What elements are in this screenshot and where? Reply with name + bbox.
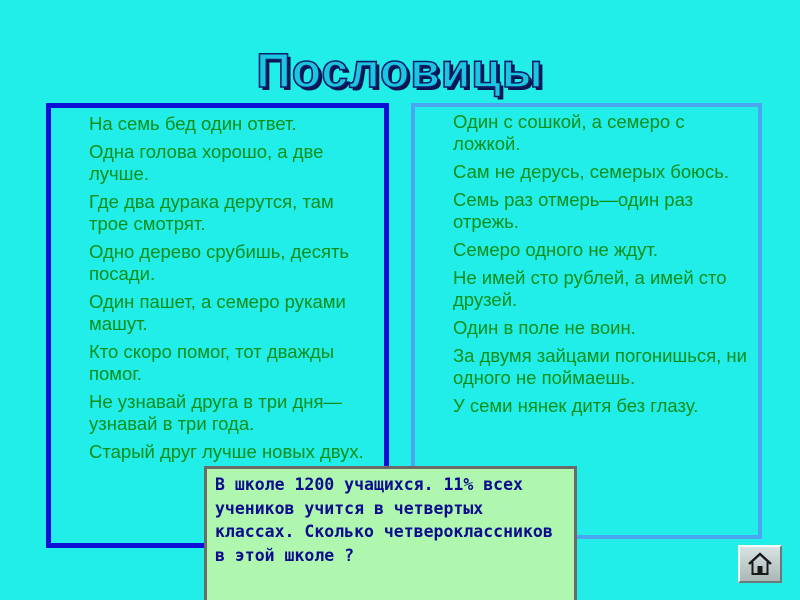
proverb-text: Одна голова хорошо, а две лучше. xyxy=(89,141,324,184)
proverb-item xyxy=(51,191,378,235)
bullet-icon xyxy=(419,240,433,258)
proverb-text: Один в поле не воин. xyxy=(453,317,636,338)
proverb-item xyxy=(51,241,378,285)
proverb-item xyxy=(415,239,752,261)
proverb-item xyxy=(415,395,752,417)
home-button[interactable] xyxy=(738,545,782,583)
proverb-text: На семь бед один ответ. xyxy=(89,113,297,134)
bullet-icon xyxy=(55,292,69,310)
proverb-item xyxy=(415,161,752,183)
bullet-icon xyxy=(419,346,433,364)
proverb-text: Кто скоро помог, тот дважды помог. xyxy=(89,341,335,384)
proverb-item xyxy=(415,189,752,233)
proverb-text: Один с сошкой, а семеро с ложкой. xyxy=(453,111,685,154)
proverb-text: Где два дурака дерутся, там трое смотрят. xyxy=(89,191,334,234)
proverb-text: Не имей сто рублей, а имей сто друзей. xyxy=(453,267,727,310)
bullet-icon xyxy=(419,268,433,286)
proverb-item xyxy=(415,317,752,339)
proverb-item xyxy=(415,111,752,155)
bullet-icon xyxy=(419,396,433,414)
proverb-text: Один пашет, а семеро руками машут. xyxy=(89,291,346,334)
bullet-icon xyxy=(55,192,69,210)
proverb-text: Старый друг лучше новых двух. xyxy=(89,441,364,462)
slide-title: Пословицы xyxy=(256,45,544,98)
proverb-item xyxy=(51,341,378,385)
proverb-text: Семь раз отмерь—один раз отрежь. xyxy=(453,189,694,232)
bullet-icon xyxy=(55,442,69,460)
proverbs-left-list xyxy=(51,108,384,463)
bullet-icon xyxy=(55,342,69,360)
bullet-icon xyxy=(419,190,433,208)
task-text: В школе 1200 учащихся. 11% всех учеников учится в четвертых классах. Сколько четвероклассников в этой школе ? xyxy=(215,475,553,565)
proverb-item xyxy=(415,345,752,389)
proverb-item xyxy=(51,113,378,135)
proverb-text: Одно дерево срубишь, десять посади. xyxy=(89,241,350,284)
proverb-item xyxy=(415,267,752,311)
proverb-item xyxy=(51,141,378,185)
proverb-item xyxy=(51,291,378,335)
bullet-icon xyxy=(55,392,69,410)
bullet-icon xyxy=(55,242,69,260)
proverb-text: Семеро одного не ждут. xyxy=(453,239,658,260)
bullet-icon xyxy=(55,114,69,132)
proverb-text: Сам не дерусь, семерых боюсь. xyxy=(453,161,730,182)
bullet-icon xyxy=(419,112,433,130)
proverb-item xyxy=(51,441,378,463)
task-box xyxy=(204,466,577,600)
bullet-icon xyxy=(55,142,69,160)
proverb-item xyxy=(51,391,378,435)
proverb-text: У семи нянек дитя без глазу. xyxy=(453,395,699,416)
proverb-text: Не узнавай друга в три дня—узнавай в три года. xyxy=(89,391,343,434)
bullet-icon xyxy=(419,162,433,180)
bullet-icon xyxy=(419,318,433,336)
proverbs-right-list xyxy=(415,107,758,417)
home-icon xyxy=(747,551,773,577)
proverb-text: За двумя зайцами погонишься, ни одного не поймаешь. xyxy=(453,345,747,388)
